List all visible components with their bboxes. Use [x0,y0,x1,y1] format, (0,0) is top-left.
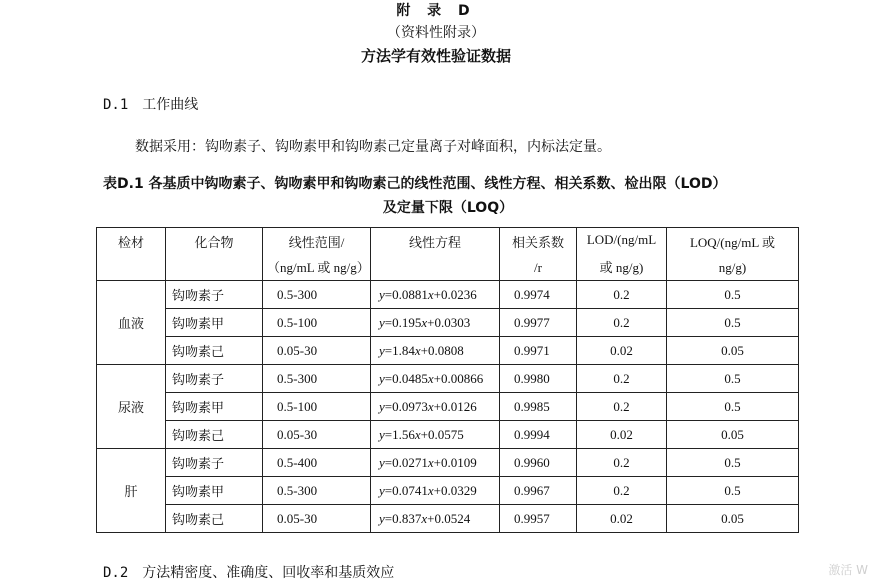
loq-cell: 0.5 [667,449,799,477]
equation-part: +0.0808 [420,342,464,358]
equation-part: +0.0126 [433,398,477,414]
equation-cell [371,393,500,421]
loq-cell: 0.05 [667,505,799,533]
table-row [97,421,799,449]
range-cell: 0.05-30 [263,337,371,365]
equation-part: y [379,314,385,330]
equation-part: x [427,370,434,386]
compound-cell: 钩吻素甲 [166,477,263,505]
appendix-subtitle: （资料性附录） [387,25,485,41]
header-range: 线性范围/ （ng/mL 或 ng/g） [263,228,371,281]
loq-cell: 0.5 [667,393,799,421]
equation-cell [371,421,500,449]
matrix-cell: 肝 [97,449,166,533]
table-caption-line1: 表D.1 各基质中钩吻素子、钩吻素甲和钩吻素己的线性范围、线性方程、相关系数、检出限（LOD） [103,176,727,192]
loq-cell: 0.5 [667,365,799,393]
header-r: 相关系数 /r [500,228,577,281]
r-cell: 0.9967 [500,477,577,505]
r-cell: 0.9960 [500,449,577,477]
section-title: 方法精密度、准确度、回收率和基质效应 [142,565,395,581]
equation-part: x [421,314,428,330]
equation-part: =0.0973 [384,398,428,414]
equation-part: y [379,286,385,302]
lod-cell: 0.02 [577,337,667,365]
loq-cell: 0.5 [667,477,799,505]
range-cell: 0.5-100 [263,309,371,337]
table-row [97,365,799,393]
equation-part: =0.0881 [384,286,428,302]
compound-cell: 钩吻素甲 [166,393,263,421]
equation-part: y [379,426,385,442]
lod-cell: 0.2 [577,449,667,477]
section-number: D.2 [103,565,129,581]
equation-part: =0.837 [384,510,422,526]
equation-cell [371,337,500,365]
equation-part: +0.0303 [427,314,471,330]
appendix-heading: 方法学有效性验证数据 [360,47,511,65]
equation-part: =0.0485 [384,370,428,386]
equation-cell [371,505,500,533]
compound-cell: 钩吻素己 [166,505,263,533]
loq-cell: 0.05 [667,337,799,365]
equation-part: +0.0575 [420,426,464,442]
equation-part: =0.0271 [384,454,428,470]
equation-part: x [414,426,421,442]
section-number: D.1 [103,97,129,113]
lod-cell: 0.2 [577,365,667,393]
table-row [97,393,799,421]
equation-part: y [379,482,385,498]
range-cell: 0.5-100 [263,393,371,421]
range-cell: 0.05-30 [263,421,371,449]
equation-part: x [414,342,421,358]
equation-part: =0.195 [384,314,422,330]
equation-part: x [427,454,434,470]
r-cell: 0.9971 [500,337,577,365]
compound-cell: 钩吻素己 [166,337,263,365]
range-cell: 0.5-300 [263,365,371,393]
table-row [97,477,799,505]
header-loq: LOQ/(ng/mL 或 ng/g) [667,228,799,281]
matrix-cell: 血液 [97,281,166,365]
r-cell: 0.9974 [500,281,577,309]
equation-cell [371,309,500,337]
equation-part: +0.00866 [433,370,484,386]
table-row [97,505,799,533]
r-cell: 0.9957 [500,505,577,533]
lod-cell: 0.2 [577,393,667,421]
equation-part: x [427,398,434,414]
range-cell: 0.5-400 [263,449,371,477]
header-equation: 线性方程 [371,228,500,281]
equation-part: x [421,510,428,526]
header-compound: 化合物 [166,228,263,281]
loq-cell: 0.05 [667,421,799,449]
equation-part: =1.84 [384,342,415,358]
table-caption-line2: 及定量下限（LOQ） [382,200,514,216]
table-row [97,309,799,337]
range-cell: 0.5-300 [263,281,371,309]
equation-part: y [379,398,385,414]
equation-cell [371,449,500,477]
equation-part: +0.0329 [433,482,477,498]
loq-cell: 0.5 [667,281,799,309]
section-title: 工作曲线 [142,97,199,113]
r-cell: 0.9980 [500,365,577,393]
equation-part: x [427,286,434,302]
table-caption [103,172,793,220]
equation-part: +0.0524 [427,510,471,526]
equation-cell [371,281,500,309]
watermark: 激活 W [828,563,868,577]
compound-cell: 钩吻素子 [166,365,263,393]
table-row [97,337,799,365]
lod-cell: 0.02 [577,505,667,533]
header-matrix: 检材 [97,228,166,281]
r-cell: 0.9977 [500,309,577,337]
equation-cell [371,477,500,505]
lod-cell: 0.2 [577,477,667,505]
section-d1-heading [103,94,198,114]
equation-cell [371,365,500,393]
appendix-title: 附 录 D [396,3,476,19]
lod-cell: 0.2 [577,309,667,337]
range-cell: 0.05-30 [263,505,371,533]
r-cell: 0.9994 [500,421,577,449]
section-d2-heading [103,562,394,582]
equation-part: +0.0109 [433,454,477,470]
method-paragraph: 数据采用：钩吻素子、钩吻素甲和钩吻素己定量离子对峰面积，内标法定量。 [135,139,611,155]
lod-cell: 0.2 [577,281,667,309]
range-cell: 0.5-300 [263,477,371,505]
equation-part: y [379,370,385,386]
equation-part: +0.0236 [433,286,477,302]
equation-part: =1.56 [384,426,415,442]
equation-part: =0.0741 [384,482,428,498]
compound-cell: 钩吻素子 [166,281,263,309]
lod-cell: 0.02 [577,421,667,449]
matrix-cell: 尿液 [97,365,166,449]
header-lod: LOD/(ng/mL 或 ng/g) [577,228,667,281]
equation-part: y [379,510,385,526]
table-row [97,449,799,477]
r-cell: 0.9985 [500,393,577,421]
equation-part: y [379,454,385,470]
compound-cell: 钩吻素子 [166,449,263,477]
table-row [97,281,799,309]
compound-cell: 钩吻素甲 [166,309,263,337]
loq-cell: 0.5 [667,309,799,337]
table-header-row [97,228,799,281]
compound-cell: 钩吻素己 [166,421,263,449]
validation-table [96,227,799,533]
equation-part: x [427,482,434,498]
equation-part: y [379,342,385,358]
